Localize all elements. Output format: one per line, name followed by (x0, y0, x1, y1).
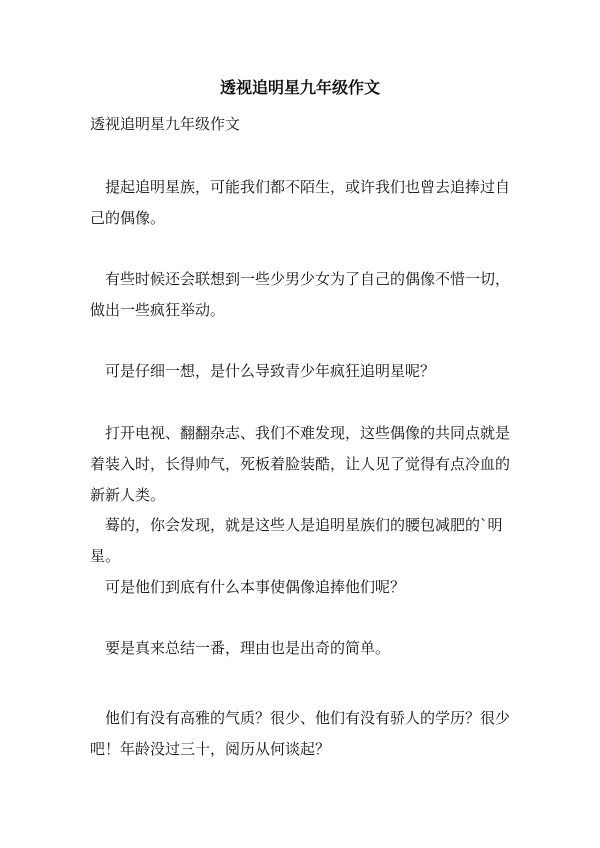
paragraph-7: 要是真来总结一番，理由也是出奇的简单。 (105, 639, 391, 657)
paragraph-5: 蓦的，你会发现，就是这些人是追明星族们的腰包减肥的`明星。 (90, 516, 503, 565)
paragraph-8: 他们有没有高雅的气质？很少、他们有没有骄人的学历？很少吧！年龄没过三十，阅历从何谈起？ (90, 709, 511, 758)
document-subtitle: 透视追明星九年级作文 (90, 115, 241, 133)
paragraph-3: 可是仔细一想，是什么导致青少年疯狂追明星呢？ (105, 362, 436, 380)
paragraph-4: 打开电视、翻翻杂志、我们不难发现，这些偶像的共同点就是着装入时，长得帅气，死板着脸装酷，让人见了觉得有点冷血的新新人类。 (90, 424, 511, 504)
paragraph-1: 提起追明星族，可能我们都不陌生，或许我们也曾去追捧过自己的偶像。 (90, 178, 511, 227)
document-title: 透视追明星九年级作文 (219, 78, 380, 97)
paragraph-2: 有些时候还会联想到一些少男少女为了自己的偶像不惜一切，做出一些疯狂举动。 (90, 270, 511, 319)
paragraph-6: 可是他们到底有什么本事使偶像追捧他们呢？ (105, 578, 406, 596)
